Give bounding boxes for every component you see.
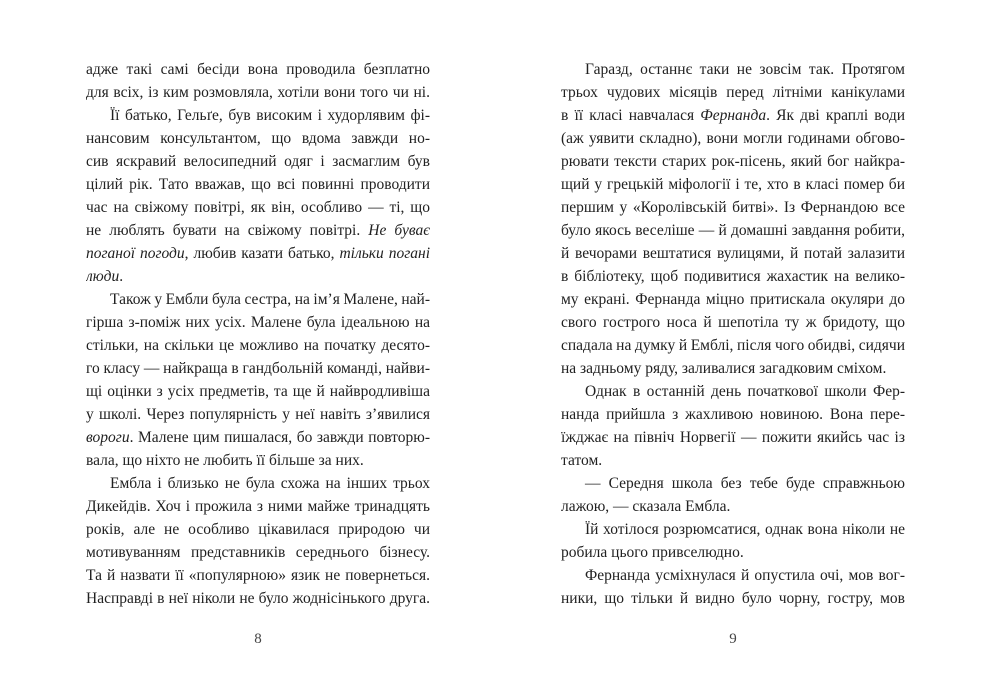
text-segment: в її класі навчалася bbox=[561, 107, 701, 124]
text-line bbox=[86, 81, 430, 104]
text-segment: Дикейдів. Хоч і прожила з ними майже тринадцять bbox=[86, 498, 430, 515]
text-line bbox=[86, 518, 430, 541]
text-line bbox=[561, 150, 905, 173]
text-line bbox=[86, 196, 430, 219]
text-segment: свого гострого носа й шепотіла ту ж бридоту, що bbox=[561, 314, 905, 331]
text-segment: вороги bbox=[86, 429, 130, 446]
text-line bbox=[561, 403, 905, 426]
text-line bbox=[561, 334, 905, 357]
text-segment: нансовим консультантом, що вдома завжди но- bbox=[86, 130, 430, 147]
text-line bbox=[561, 541, 905, 564]
right-page-number: 9 bbox=[729, 631, 737, 647]
text-line bbox=[86, 541, 430, 564]
text-segment: лажою, — сказала Ембла. bbox=[561, 498, 731, 515]
text-line bbox=[86, 288, 430, 311]
text-segment: . Малене цим пишалася, бо завжди повторю- bbox=[129, 429, 430, 446]
text-segment: спадала на думку й Емблі, після чого обидві, сидячи bbox=[561, 337, 905, 354]
text-line bbox=[86, 449, 430, 472]
text-segment: для всіх, із ким розмовляла, хотіли вони того чи ні. bbox=[86, 84, 430, 101]
text-line bbox=[86, 219, 430, 242]
text-line bbox=[86, 495, 430, 518]
text-line bbox=[561, 472, 905, 495]
text-segment: років, але не особливо цікавилася природою чи bbox=[86, 521, 430, 538]
text-segment: було якось веселіше — й домашні завдання робити, bbox=[561, 222, 905, 239]
text-segment: Їй хотілося розрюмсатися, однак вона ніколи не bbox=[585, 521, 905, 538]
text-segment: . bbox=[119, 268, 124, 285]
text-segment: у школі. Через популярність у неї навіть з’явилися bbox=[86, 406, 430, 423]
left-page-text bbox=[86, 58, 430, 610]
text-segment: , любив казати батько, bbox=[184, 245, 340, 262]
text-line bbox=[86, 127, 430, 150]
text-line bbox=[561, 58, 905, 81]
text-segment: Також у Ембли була сестра, на ім’я Малене, най- bbox=[110, 291, 430, 308]
text-line bbox=[86, 587, 430, 610]
text-line bbox=[86, 265, 430, 288]
text-line bbox=[86, 472, 430, 495]
text-segment: й вечорами вештатися вулицями, й потай залазити bbox=[561, 245, 905, 262]
text-segment: в бібліотеку, щоб подивитися жахастик на велико- bbox=[561, 268, 905, 285]
text-line bbox=[561, 219, 905, 242]
text-line bbox=[561, 127, 905, 150]
text-segment: адже такі самі бесіди вона проводила безплатно bbox=[86, 61, 430, 78]
text-line bbox=[561, 495, 905, 518]
text-segment: Не буває bbox=[368, 222, 430, 239]
text-segment: час на свіжому повітрі, як він, особливо — ті, що bbox=[86, 199, 430, 216]
text-line bbox=[561, 518, 905, 541]
text-segment: (аж уявити складно), вони могли годинами обгово- bbox=[561, 130, 905, 147]
text-segment: поганої погоди bbox=[86, 245, 185, 262]
right-page bbox=[561, 58, 905, 683]
text-segment: татом. bbox=[561, 452, 603, 469]
text-segment: Та й назвати її «популярною» язик не повернеться. bbox=[86, 567, 430, 584]
text-line bbox=[86, 311, 430, 334]
text-line bbox=[86, 403, 430, 426]
text-line bbox=[86, 173, 430, 196]
text-line bbox=[561, 380, 905, 403]
text-line bbox=[86, 426, 430, 449]
text-line bbox=[86, 357, 430, 380]
text-line bbox=[86, 104, 430, 127]
text-segment: сив яскравий велосипедний одяг і засмаглим був bbox=[86, 153, 430, 170]
text-segment: робила цього привселюдно. bbox=[561, 544, 744, 561]
text-line bbox=[86, 564, 430, 587]
text-segment: першим у «Королівській битві». Із Фернандою все bbox=[561, 199, 905, 216]
text-segment: Насправді в неї ніколи не було жоднісінького друга. bbox=[86, 590, 430, 607]
text-line bbox=[561, 81, 905, 104]
text-segment: гірша з-поміж них усіх. Малене була ідеальною на bbox=[86, 314, 430, 331]
text-segment: стільки, на скільки це можливо на початку десято- bbox=[86, 337, 430, 354]
text-line bbox=[561, 564, 905, 587]
text-segment: Ембла і близько не була схожа на інших трьох bbox=[110, 475, 430, 492]
text-line bbox=[561, 587, 905, 610]
text-segment: тільки погані bbox=[339, 245, 430, 262]
text-segment: Однак в останній день початкової школи Фер- bbox=[585, 383, 905, 400]
text-segment: — Середня школа без тебе буде справжньою bbox=[585, 475, 905, 492]
text-line bbox=[86, 242, 430, 265]
text-line bbox=[561, 104, 905, 127]
text-segment: цілий рік. Тато вважав, що всі повинні проводити bbox=[86, 176, 430, 193]
text-segment: їжджає на північ Норвегії — пожити якийсь час із bbox=[561, 429, 905, 446]
text-line bbox=[86, 150, 430, 173]
text-line bbox=[561, 173, 905, 196]
text-segment: ники, що тільки й видно було чорну, гостру, мов bbox=[561, 590, 905, 607]
text-segment: щі оцінки з усіх предметів, та ще й найвродливіша bbox=[86, 383, 430, 400]
text-segment: люди bbox=[86, 268, 120, 285]
text-segment: Її батько, Гельґе, був високим і худорлявим фі- bbox=[110, 107, 430, 124]
text-segment: Фернанда bbox=[700, 107, 767, 124]
text-segment: Фернанда усміхнулася й опустила очі, мов вог- bbox=[585, 567, 905, 584]
text-segment: му екрані. Фернанда міцно притискала окуляри до bbox=[561, 291, 905, 308]
text-segment: трьох чудових місяців перед літніми канікулами bbox=[561, 84, 905, 101]
right-page-text bbox=[561, 58, 905, 610]
text-line bbox=[86, 334, 430, 357]
text-line bbox=[561, 196, 905, 219]
text-segment: рювати тексти старих рок-пісень, який бог найкра- bbox=[561, 153, 905, 170]
text-segment: нанда прийшла з жахливою новиною. Вона пере- bbox=[561, 406, 905, 423]
text-line bbox=[86, 58, 430, 81]
text-segment: го класу — найкраща в гандбольній команді, найви- bbox=[86, 360, 430, 377]
text-line bbox=[561, 449, 905, 472]
text-line bbox=[86, 380, 430, 403]
text-segment: . Як дві краплі води bbox=[766, 107, 905, 124]
text-line bbox=[561, 242, 905, 265]
text-segment: вала, що ніхто не любить її більше за них. bbox=[86, 452, 364, 469]
text-segment: щий у грецькій міфології і те, хто в класі помер би bbox=[561, 176, 905, 193]
text-segment: не люблять бувати на свіжому повітрі. bbox=[86, 222, 369, 239]
text-segment: мотивуванням представників середнього бізнесу. bbox=[86, 544, 430, 561]
text-segment: Гаразд, останнє таки не зовсім так. Протягом bbox=[585, 61, 905, 78]
text-line bbox=[561, 265, 905, 288]
text-line bbox=[561, 426, 905, 449]
left-page-number: 8 bbox=[254, 631, 262, 647]
text-line bbox=[561, 311, 905, 334]
text-segment: на задньому ряду, заливалися загадковим сміхом. bbox=[561, 360, 887, 377]
text-line bbox=[561, 357, 905, 380]
text-line bbox=[561, 288, 905, 311]
left-page bbox=[86, 58, 430, 683]
